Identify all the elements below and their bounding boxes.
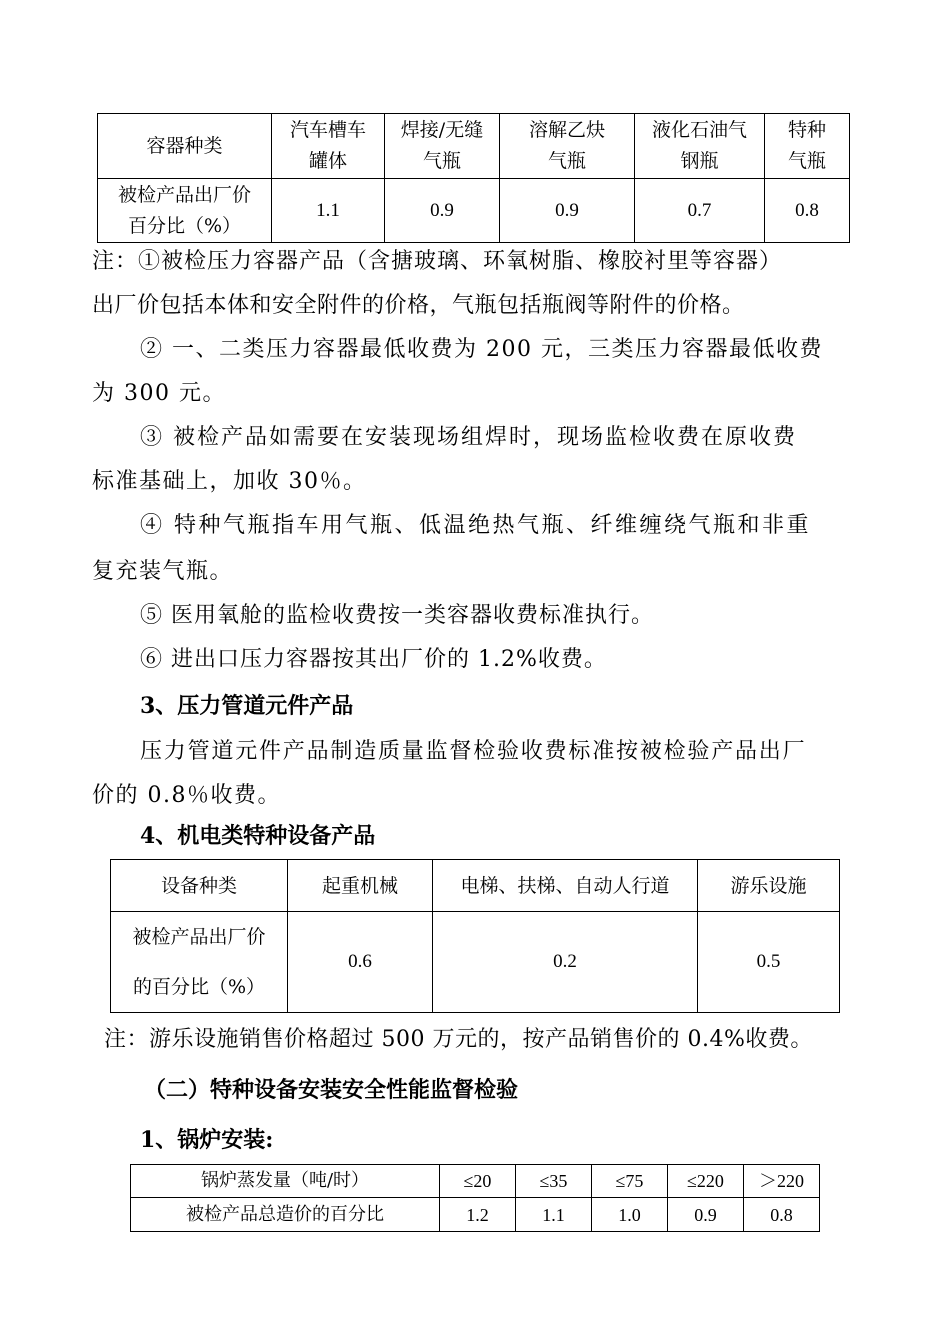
table-header-cell: ≤20	[440, 1165, 516, 1198]
note-line: 标准基础上，加收 30％。	[92, 469, 367, 494]
table-header-cell: 焊接/无缝 气瓶	[385, 114, 500, 179]
note-line: ⑥ 进出口压力容器按其出厂价的 1.2%收费。	[140, 647, 607, 672]
value-cell: 0.8	[744, 1198, 820, 1232]
section-heading: 3、压力管道元件产品	[140, 693, 354, 719]
note-line: 注：①被检压力容器产品（含搪玻璃、环氧树脂、橡胶衬里等容器）	[92, 249, 783, 274]
section-heading: 4、机电类特种设备产品	[140, 823, 376, 849]
table-row	[98, 179, 850, 243]
table-header-cell: 起重机械	[288, 860, 433, 912]
note-line: 为 300 元。	[92, 381, 226, 406]
note-line: 出厂价包括本体和安全附件的价格，气瓶包括瓶阀等附件的价格。	[92, 293, 745, 318]
paragraph-line: 价的 0.8％收费。	[92, 783, 281, 808]
value-cell: 1.1	[516, 1198, 592, 1232]
table-row	[131, 1198, 820, 1232]
row-label-cell: 被检产品出厂价 百分比（%）	[98, 179, 272, 243]
value-cell: 0.2	[433, 912, 698, 1013]
value-cell: 0.5	[698, 912, 840, 1013]
value-cell: 1.0	[592, 1198, 668, 1232]
table-header-row	[131, 1165, 820, 1198]
table-header-cell: ＞220	[744, 1165, 820, 1198]
value-cell: 0.9	[668, 1198, 744, 1232]
row-label-cell: 被检产品总造价的百分比	[131, 1198, 440, 1232]
table-header-cell: 溶解乙炔 气瓶	[500, 114, 635, 179]
table-header-cell: 设备种类	[111, 860, 288, 912]
value-cell: 1.2	[440, 1198, 516, 1232]
note-line: ④ 特种气瓶指车用气瓶、低温绝热气瓶、纤维缠绕气瓶和非重	[140, 513, 811, 538]
note-line: 注：游乐设施销售价格超过 500 万元的，按产品销售价的 0.4%收费。	[104, 1027, 813, 1052]
paragraph-line: 压力管道元件产品制造质量监督检验收费标准按被检验产品出厂	[140, 739, 807, 764]
table-header-cell: 特种 气瓶	[765, 114, 850, 179]
table-header-row	[98, 114, 850, 179]
value-cell: 0.9	[500, 179, 635, 243]
table-header-cell: 容器种类	[98, 114, 272, 179]
note-line: ③ 被检产品如需要在安装现场组焊时，现场监检收费在原收费	[140, 425, 797, 450]
table-header-cell: ≤220	[668, 1165, 744, 1198]
value-cell: 1.1	[272, 179, 385, 243]
table-header-cell: 汽车槽车 罐体	[272, 114, 385, 179]
section-heading: 1、锅炉安装:	[140, 1127, 274, 1153]
table-header-cell: ≤35	[516, 1165, 592, 1198]
value-cell: 0.8	[765, 179, 850, 243]
section-heading: （二）特种设备安装安全性能监督检验	[144, 1077, 519, 1103]
table-header-cell: 电梯、扶梯、自动人行道	[433, 860, 698, 912]
table-header-cell: 游乐设施	[698, 860, 840, 912]
table-header-row	[111, 860, 840, 912]
value-cell: 0.6	[288, 912, 433, 1013]
note-line: 复充装气瓶。	[92, 559, 234, 584]
table-row	[111, 912, 840, 1013]
boiler-fee-table	[130, 1164, 820, 1232]
table-header-cell: 液化石油气 钢瓶	[635, 114, 765, 179]
table-header-cell: ≤75	[592, 1165, 668, 1198]
table-header-cell: 锅炉蒸发量（吨/时）	[131, 1165, 440, 1198]
row-label-cell: 被检产品出厂价 的百分比（%）	[111, 912, 288, 1013]
equipment-fee-table	[110, 859, 840, 1013]
note-line: ② 一、二类压力容器最低收费为 200 元，三类压力容器最低收费	[140, 337, 823, 362]
vessel-fee-table	[97, 113, 850, 243]
value-cell: 0.9	[385, 179, 500, 243]
note-line: ⑤ 医用氧舱的监检收费按一类容器收费标准执行。	[140, 603, 654, 628]
value-cell: 0.7	[635, 179, 765, 243]
